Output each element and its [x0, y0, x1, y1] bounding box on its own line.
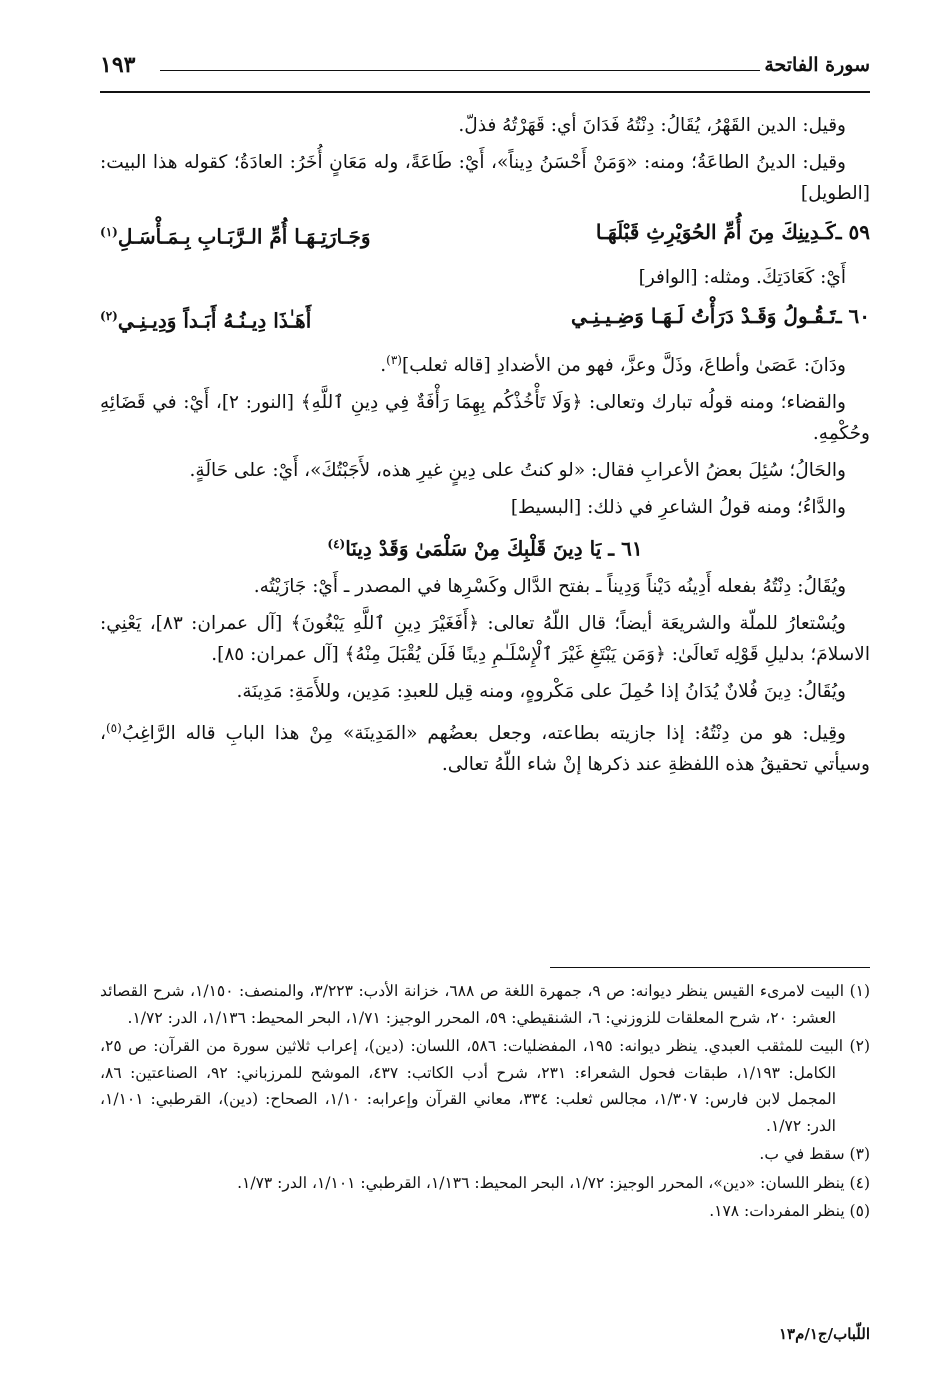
paragraph: ويُقَالُ: دِنْتُهُ بفعله أَدِينُه دَيْناً وَدِيناً ـ بفتح الدَّال وكَسْرِها في المصدر ـ أَيْ: جَازَيْتُه. [253, 576, 846, 598]
footnote-ref[interactable]: (٥) [105, 721, 122, 736]
verse-hemistich-second [100, 215, 370, 254]
main-text [100, 110, 870, 786]
paragraph: أَيْ: كَعَادَتِكَ. ومثله: [الوافر] [638, 266, 846, 288]
header-divider [100, 91, 870, 93]
footnote-3: (٣) سقط في ب. [759, 1145, 870, 1163]
verse-text: ٦١ ـ يَا دِينَ قَلْبِكَ مِنْ سَلْمَىٰ وَقَدْ دِينَا [345, 537, 643, 562]
paragraph [100, 713, 870, 780]
footnotes [100, 978, 870, 1227]
footnote-1: (١) البيت لامرىء القيس ينظر ديوانه: ص ٩، جمهرة اللغة ص ٦٨٨، خزانة الأدب: ٣/٢٢٣، والمنصف: ١/١٥٠، شرح القصائد العشر: ٢٠، شرح المعلقات للزوزني: ٦، الشنقيطي: ٥٩، المحرر الوجيز: ١/٧١، البحر المحيط: ١/١٣٦، الدر: ١/٧٢. [100, 982, 871, 1027]
header-rule [160, 70, 760, 71]
paragraph-text: ودَانَ: عَصَىٰ وأطاعَ، وذَلَّ وعزَّ، فهو من الأضدادِ [قاله ثعلب] [401, 355, 846, 377]
sura-title: سورة الفاتحة [764, 54, 870, 76]
paragraph: والقضاء؛ ومنه قولُه تبارك وتعالى: ﴿وَلَا تَأْخُذْكُم بِهِمَا رَأْفَةٌ فِي دِينِ ٱللَّهِ﴾ [النور: ٢]، أَيْ: في قَضَائِهِ وحُكْمِهِ. [100, 392, 870, 445]
verse-hemistich-first: تَـقُـولُ وَقَـدْ دَرَأْتُ لَـهَـا وَضِـيـنِـي [570, 303, 836, 328]
paragraph-end: . [380, 355, 387, 377]
paragraph: ويُسْتعارُ للملّة والشريعَة أيضاً؛ قال اللّهُ تعالى: ﴿أَفَغَيْرَ دِينِ ٱللَّهِ يَبْغُونَ﴾ [آل عمران: ٨٣]، يَعْنِي: الاسلامَ؛ بدليلِ قَوْلِه تَعالَىٰ: ﴿وَمَن يَبْتَغِ غَيْرَ ٱلْإِسْلَـٰمِ دِينًا فَلَن يُقْبَلَ مِنْهُ﴾ [آل عمران: ٨٥]. [100, 613, 870, 666]
verse-hemistich-first: كَـدِينِكَ مِنَ أُمِّ الحُوَيْرِثِ قَبْلَهَـا [595, 220, 836, 244]
page-number: ١٩٣ [100, 52, 136, 78]
paragraph [100, 345, 870, 381]
verse-number: ٦٠ ـ [835, 303, 870, 328]
paragraph: وقيل: الدين القَهْرُ، يُقَالُ: دِنْتُهُ فَدَانَ أي: قَهَرْتُهُ فذلّ. [458, 115, 846, 136]
footnote-5: (٥) ينظر المفردات: ١٧٨. [709, 1202, 870, 1220]
footnote-ref[interactable]: (١) [100, 225, 118, 239]
footnote-2: (٢) البيت للمثقب العبدي. ينظر ديوانه: ١٩٥، المفضليات: ٥٨٦، اللسان: (دين)، إعراب ثلاثين سورة من القرآن: ص ٢٥، الكامل: ١/١٩٣، طبقات فحول الشعراء: ٢٣١، شرح أدب الكاتب: ٤٣٧، الموشح للمرزباني: ٩٢، الصناعتين: ٨٦، المجمل لابن فارس: ١/٣٠٧، مجالس ثعلب: ٣٣٤، معاني القرآن وإعرابه: ١/١٠، الصحاح: (دين)، القرطبي: ١/١٠١، الدر: ١/٧٢. [100, 1037, 870, 1135]
page-header [100, 48, 870, 88]
paragraph: والدَّاءُ؛ ومنه قولُ الشاعرِ في ذلك: [البسيط] [510, 497, 846, 519]
footnote-ref[interactable]: (٤) [327, 537, 346, 552]
footnote-ref[interactable]: (٣) [386, 353, 402, 368]
paragraph: والحَالُ؛ سُئِلَ بعضُ الأعرابِ فقال: «لو كنتُ على دِينٍ غيرِ هذه، لأَجَبْتُكَ»، أَيْ: على حَالَةٍ. [189, 460, 846, 482]
paragraph: ويُقَالُ: دِينَ فُلانٌ يُدَانُ إذا حُمِلَ على مَكْروهٍ، ومنه قِيل للعبدِ: مَدِين، وللأَمَةِ: مَدِينَة. [236, 681, 846, 703]
footnote-ref[interactable]: (٢) [100, 308, 118, 323]
poetry-verse-59 [100, 215, 870, 254]
hemistich-text: أَهَـٰذَا دِيـنُـهُ أَبَـداً وَدِيـنِـي [117, 308, 312, 333]
poetry-verse-60 [100, 299, 870, 338]
paragraph-text: وقِيل: هو من دِنْتُهُ: إذا جازيته بطاعته، وجعل بعضُهم «المَدِينَة» مِنْ هذا البابِ قاله الرَّاغِبُ [121, 723, 846, 745]
printer-signature: اللّباب/ج١/م١٣ [778, 1325, 870, 1343]
verse-hemistich-second [100, 299, 311, 338]
paragraph: وقيل: الدينُ الطاعَةُ؛ ومنه: «وَمَنْ أَحْسَنُ دِيناً»، أَيْ: طَاعَةً، وله مَعَانٍ أُخَرُ: العادَةُ؛ كقوله هذا البيت: [الطويل] [100, 152, 870, 204]
verse-number: ٥٩ ـ [835, 220, 870, 244]
footnote-4: (٤) ينظر اللسان: «دين»، المحرر الوجيز: ١/٧٢، البحر المحيط: ١/١٣٦، القرطبي: ١/١٠١، الدر: ١/٧٣. [237, 1173, 870, 1192]
paragraph-end: ، وسيأتي تحقيقُ هذه اللفظةِ عند ذكرها إنْ شاء اللّهُ تعالى. [100, 723, 870, 776]
poetry-verse-61 [100, 529, 870, 565]
hemistich-text: وَجَـارَتِـهَـا أُمِّ الـرَّبَـابِ بِـمَـأْسَـلِ [117, 224, 371, 249]
footnote-divider [550, 967, 870, 968]
